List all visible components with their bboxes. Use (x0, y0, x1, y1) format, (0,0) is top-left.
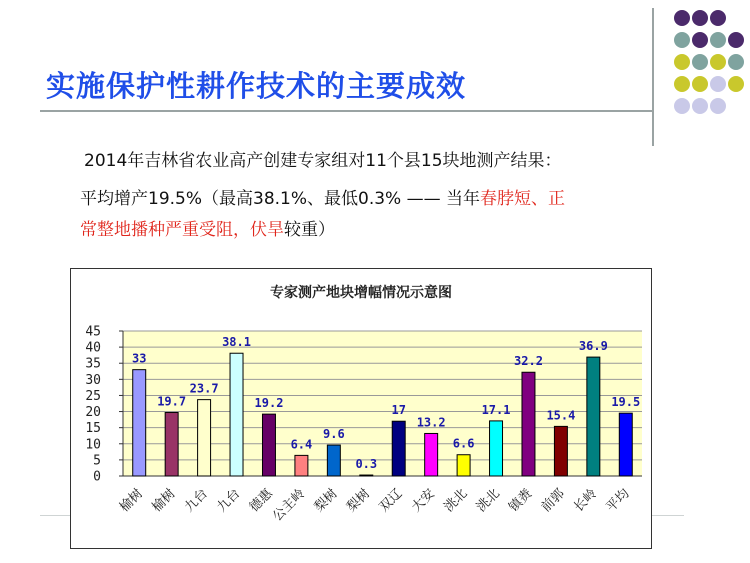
x-tick-label: 镇赉 (506, 486, 536, 516)
x-tick-label: 前郭 (538, 486, 568, 516)
body-line-2 (80, 188, 565, 210)
bar (198, 400, 211, 476)
decorative-dot (710, 54, 726, 70)
bar-value-label: 23.7 (189, 381, 219, 396)
x-tick-label: 梨树 (311, 486, 341, 516)
y-tick-label: 25 (85, 388, 101, 404)
decorative-dot (692, 98, 708, 114)
bar-value-label: 13.2 (416, 415, 446, 430)
body-line-3-highlight: 常整地播种严重受阻，伏旱 (80, 220, 284, 240)
bar-value-label: 6.6 (452, 436, 475, 451)
decorative-dot (710, 32, 726, 48)
y-tick-label: 15 (85, 421, 101, 437)
decorative-dot (674, 32, 690, 48)
body-line-2-highlight: 春脖短、正 (480, 189, 566, 209)
x-tick-label: 平均 (603, 486, 633, 516)
bar (457, 455, 470, 476)
decorative-dot (674, 54, 690, 70)
bar-value-label: 19.7 (157, 394, 187, 409)
slide-title: 实施保护性耕作技术的主要成效 (46, 69, 467, 103)
x-tick-label: 九台 (214, 486, 244, 516)
decorative-dot (692, 10, 708, 26)
decorative-dot (710, 98, 726, 114)
bar (425, 433, 438, 476)
decorative-dot (728, 32, 744, 48)
bar (392, 421, 405, 476)
decorative-dot (710, 76, 726, 92)
x-tick-label: 梨树 (344, 486, 374, 516)
bar-value-label: 0.3 (355, 457, 378, 472)
bar-value-label: 33 (131, 351, 147, 366)
y-tick-label: 30 (85, 372, 101, 388)
bar-value-label: 9.6 (323, 427, 345, 442)
bar (165, 413, 178, 476)
chart-title: 专家测产地块增幅情况示意图 (270, 285, 452, 301)
bar-value-label: 19.2 (254, 396, 284, 411)
decorative-dot (674, 10, 690, 26)
decorative-dot (692, 32, 708, 48)
body-line-1: 2014年吉林省农业高产创建专家组对11个县15块地测产结果： (84, 151, 562, 171)
decorative-dot (710, 10, 726, 26)
decorative-dot (674, 98, 690, 114)
x-tick-label: 长岭 (571, 486, 601, 516)
title-divider (40, 110, 653, 112)
y-tick-label: 20 (85, 405, 101, 421)
y-tick-label: 45 (85, 324, 101, 340)
bar (327, 445, 340, 476)
y-tick-label: 10 (85, 437, 101, 453)
bar-value-label: 32.2 (514, 354, 543, 369)
bar-value-label: 38.1 (222, 335, 251, 350)
x-tick-label: 德惠 (246, 486, 276, 516)
bar (554, 426, 567, 476)
bar (619, 413, 632, 476)
bar-value-label: 17.1 (481, 402, 511, 417)
bar (360, 475, 373, 476)
x-tick-label: 洮北 (473, 486, 503, 516)
bar (587, 357, 600, 476)
x-tick-label: 九台 (181, 486, 211, 516)
x-tick-label: 榆树 (149, 486, 179, 516)
bar (262, 414, 275, 476)
bar (133, 370, 146, 476)
bar-chart (71, 269, 651, 548)
y-tick-label: 35 (85, 356, 101, 372)
decorative-dot (728, 76, 744, 92)
y-tick-label: 5 (93, 453, 101, 469)
bar-value-label: 15.4 (546, 408, 576, 423)
bar-value-label: 19.5 (611, 395, 641, 410)
body-line-3 (80, 219, 335, 241)
bar (295, 455, 308, 476)
x-tick-label: 榆树 (117, 486, 147, 516)
decorative-dot (674, 76, 690, 92)
x-tick-label: 公主岭 (270, 486, 309, 525)
chart-frame (70, 268, 652, 549)
bar-value-label: 6.4 (290, 437, 313, 452)
bar (230, 353, 243, 476)
body-line-2-text: 平均增产19.5%（最高38.1%、最低0.3% —— 当年 (80, 189, 481, 209)
decorative-vertical-line (652, 8, 654, 146)
x-tick-label: 大安 (408, 486, 438, 516)
decorative-dot (692, 54, 708, 70)
bar-value-label: 17 (391, 403, 406, 418)
decorative-dot (728, 54, 744, 70)
x-tick-label: 双辽 (376, 486, 406, 516)
y-tick-label: 40 (85, 340, 101, 356)
decorative-dot-grid (673, 8, 745, 128)
bar-value-label: 36.9 (578, 339, 608, 354)
body-line-3-text: 较重） (284, 220, 335, 240)
y-tick-label: 0 (93, 469, 101, 485)
x-tick-label: 洮北 (441, 486, 471, 516)
bar (490, 421, 503, 476)
bar (522, 372, 535, 476)
decorative-dot (692, 76, 708, 92)
